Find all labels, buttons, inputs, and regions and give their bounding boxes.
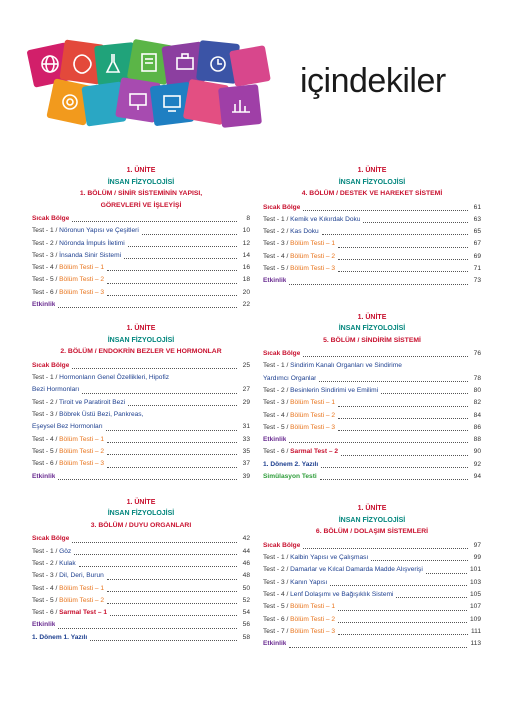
section-header xyxy=(263,503,481,538)
toc-row[interactable]: Test - 5 / Bölüm Testi – 2 52 xyxy=(32,596,250,604)
toc-row[interactable]: Etkinlik 39 xyxy=(32,472,250,480)
toc-row[interactable]: Test - 2 / Kas Doku 65 xyxy=(263,228,481,236)
chapter-label: 2. BÖLÜM / ENDOKRİN BEZLER VE HORMONLAR xyxy=(60,348,222,356)
section-header xyxy=(32,497,250,532)
toc-row[interactable]: Test - 3 / Bölüm Testi – 1 67 xyxy=(263,240,481,248)
toc-row[interactable]: Yardımcı Organlar 78 xyxy=(263,374,481,382)
header-banner xyxy=(0,0,510,140)
unit-label: 1. ÜNİTE xyxy=(357,313,387,321)
toc-row[interactable]: Sıcak Bölge 8 xyxy=(32,215,250,222)
toc-row[interactable]: Test - 3 / İnsanda Sinir Sistemi 14 xyxy=(32,251,250,259)
unit-label: 1. ÜNİTE xyxy=(126,498,156,506)
subject-label: İNSAN FİZYOLOJİSİ xyxy=(107,178,175,186)
toc-row[interactable]: Etkinlik 56 xyxy=(32,621,250,629)
toc-row[interactable]: Eşeysel Bez Hormonları 31 xyxy=(32,423,250,431)
chapter-label: 5. BÖLÜM / SİNDİRİM SİSTEMİ xyxy=(323,336,421,344)
page-title: içindekiler xyxy=(300,62,446,100)
chapter-label-cont: GÖREVLERİ VE İŞLEYİŞİ xyxy=(100,201,182,209)
section-header xyxy=(32,323,250,358)
toc-row[interactable]: Test - 6 / Sarmal Test – 2 90 xyxy=(263,448,481,456)
toc-section-3 xyxy=(32,497,250,644)
unit-label: 1. ÜNİTE xyxy=(126,167,156,174)
toc-row[interactable]: Test - 2 / Besinlerin Sindirimi ve Emilimi 80 xyxy=(263,386,481,394)
toc-row[interactable]: Test - 6 / Sarmal Test – 1 54 xyxy=(32,609,250,617)
toc-row[interactable]: Etkinlik 88 xyxy=(263,436,481,444)
toc-row[interactable]: Test - 1 / Hormonların Genel Özellikleri, Hipofiz xyxy=(32,374,170,382)
toc-row[interactable]: Test - 3 / Bölüm Testi – 1 82 xyxy=(263,399,481,407)
toc-row[interactable]: Test - 7 / Bölüm Testi – 3 111 xyxy=(263,627,481,635)
toc-row[interactable]: Test - 2 / Tiroit ve Paratiroit Bezi 29 xyxy=(32,398,250,406)
toc-row[interactable]: Test - 6 / Bölüm Testi – 3 37 xyxy=(32,460,250,468)
toc-section-6 xyxy=(263,503,481,650)
puzzle-piece-2 xyxy=(46,77,262,128)
chapter-label: 4. BÖLÜM / DESTEK VE HAREKET SİSTEMİ xyxy=(301,190,443,197)
toc-row[interactable]: Test - 1 / Kalbin Yapısı ve Çalışması 99 xyxy=(263,554,481,562)
toc-row[interactable]: Test - 1 / Sindirim Kanalı Organları ve Sindirime xyxy=(263,362,402,370)
toc-row[interactable]: Sıcak Bölge 25 xyxy=(32,361,250,369)
toc-row[interactable]: Test - 4 / Lenf Dolaşımı ve Bağışıklık Sistemi 105 xyxy=(263,591,481,599)
toc-row[interactable]: Test - 4 / Bölüm Testi – 1 50 xyxy=(32,584,250,592)
subject-label: İNSAN FİZYOLOJİSİ xyxy=(338,325,406,333)
toc-row[interactable]: Test - 5 / Bölüm Testi – 3 71 xyxy=(263,264,481,272)
subject-label: İNSAN FİZYOLOJİSİ xyxy=(107,336,175,344)
toc-row[interactable]: Test - 4 / Bölüm Testi – 2 69 xyxy=(263,252,481,260)
toc-row[interactable]: Test - 6 / Bölüm Testi – 3 20 xyxy=(32,288,250,296)
toc-row[interactable]: 1. Dönem 2. Yazılı 92 xyxy=(263,460,481,468)
toc-row[interactable]: Test - 6 / Bölüm Testi – 2 109 xyxy=(263,615,481,623)
toc-section-4 xyxy=(263,165,481,288)
toc-row[interactable]: Test - 4 / Bölüm Testi – 1 33 xyxy=(32,435,250,443)
puzzle-banner xyxy=(22,34,284,134)
unit-label: 1. ÜNİTE xyxy=(357,167,387,174)
toc-row[interactable]: Test - 2 / Damarlar ve Kılcal Damarda Madde Alışverişi 101 xyxy=(263,566,481,574)
toc-row[interactable]: Test - 4 / Bölüm Testi – 2 84 xyxy=(263,411,481,419)
toc-row[interactable]: Test - 5 / Bölüm Testi – 2 18 xyxy=(32,276,250,284)
toc-row[interactable]: Etkinlik 113 xyxy=(263,640,481,648)
unit-label: 1. ÜNİTE xyxy=(126,325,156,333)
toc-row[interactable]: Test - 2 / Nöronda İmpuls İletimi 12 xyxy=(32,239,250,247)
toc-row[interactable]: Etkinlik 73 xyxy=(263,277,481,285)
toc-row[interactable]: Sıcak Bölge 61 xyxy=(263,203,481,211)
toc-row[interactable]: Sıcak Bölge 42 xyxy=(32,535,250,543)
toc-row[interactable]: Test - 4 / Bölüm Testi – 1 16 xyxy=(32,264,250,272)
toc-row[interactable]: Test - 5 / Bölüm Testi – 1 107 xyxy=(263,603,481,611)
chapter-label: 3. BÖLÜM / DUYU ORGANLARI xyxy=(90,521,192,529)
toc-row[interactable]: Simülasyon Testi 94 xyxy=(263,473,481,481)
subject-label: İNSAN FİZYOLOJİSİ xyxy=(338,178,406,186)
toc-row[interactable]: Sıcak Bölge 97 xyxy=(263,541,481,549)
toc-row[interactable]: Etkinlik 22 xyxy=(32,301,250,309)
toc-column-right xyxy=(263,165,481,651)
toc-section-2 xyxy=(32,323,250,482)
toc-section-1 xyxy=(32,165,250,311)
toc-row[interactable]: Test - 3 / Kanın Yapısı 103 xyxy=(263,578,481,586)
toc-row[interactable]: Sıcak Bölge 76 xyxy=(263,350,481,358)
subject-label: İNSAN FİZYOLOJİSİ xyxy=(107,510,175,518)
toc-row[interactable]: Test - 3 / Böbrek Üstü Bezi, Pankreas, xyxy=(32,411,144,419)
unit-label: 1. ÜNİTE xyxy=(357,505,387,513)
toc-row[interactable]: Bezi Hormonları 27 xyxy=(32,386,250,394)
toc-row[interactable]: Test - 1 / Nöronun Yapısı ve Çeşitleri 10 xyxy=(32,227,250,235)
section-header xyxy=(263,312,481,347)
chapter-label: 1. BÖLÜM / SİNİR SİSTEMİNİN YAPISI, xyxy=(79,190,203,197)
toc-row[interactable]: Test - 3 / Dil, Deri, Burun 48 xyxy=(32,572,250,580)
subject-label: İNSAN FİZYOLOJİSİ xyxy=(338,516,406,524)
toc-row[interactable]: Test - 5 / Bölüm Testi – 3 86 xyxy=(263,423,481,431)
toc-row[interactable]: 1. Dönem 1. Yazılı 58 xyxy=(32,633,250,641)
toc-section-5 xyxy=(263,312,481,484)
toc-column-left xyxy=(32,165,250,644)
toc-row[interactable]: Test - 1 / Kemik ve Kıkırdak Doku 63 xyxy=(263,215,481,223)
toc-row[interactable]: Test - 5 / Bölüm Testi – 2 35 xyxy=(32,447,250,455)
chapter-label: 6. BÖLÜM / DOLAŞIM SİSTEMLERİ xyxy=(315,528,429,536)
toc-row[interactable]: Test - 2 / Kulak 46 xyxy=(32,559,250,567)
section-header xyxy=(263,165,481,200)
toc-row[interactable]: Test - 1 / Göz 44 xyxy=(32,547,250,555)
section-header xyxy=(32,165,250,211)
